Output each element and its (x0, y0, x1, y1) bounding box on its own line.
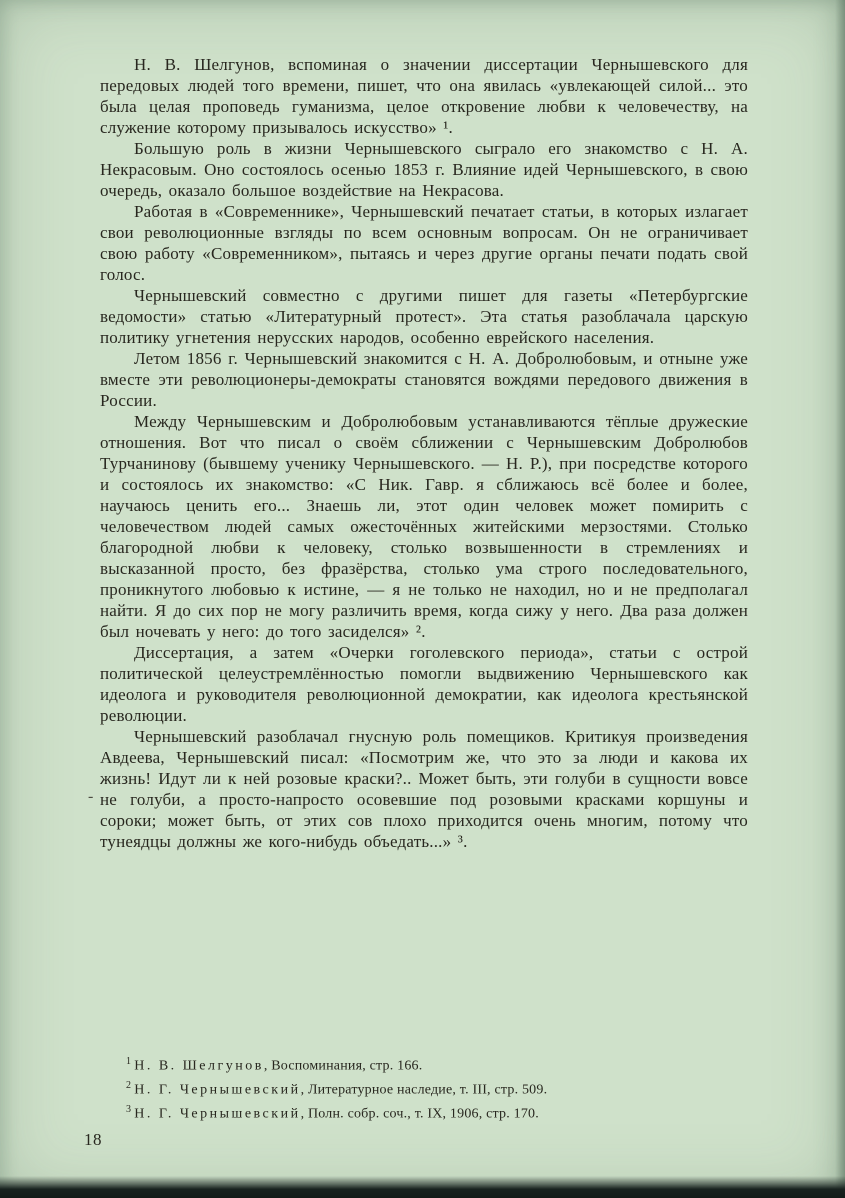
footnote-item (126, 1100, 726, 1124)
footnote-text: , Воспоминания, стр. 166. (263, 1058, 423, 1074)
footnote-text: , Полн. собр. соч., т. IX, 1906, стр. 170. (300, 1106, 539, 1122)
footnote-marker: 3 (126, 1104, 132, 1116)
scan-bottom-edge (0, 1176, 845, 1198)
margin-pencil-mark: - (88, 788, 94, 805)
paragraph: Летом 1856 г. Чернышевский знакомится с Н. А. Добролюбовым, и отныне уже вместе эти революционеры-демократы становятся вождями передового движения в России. (100, 349, 748, 410)
paragraph: Между Чернышевским и Добролюбовым устанавливаются тёплые дружеские отношения. Вот что писал о своём сближении с Чернышевским Добролюбов Турчанинову (бывшему ученику Чернышевского. — Н. Р.), при посредстве которого и состоялось их знакомство: «С Ник. Гавр. я сближаюсь всё более и более, научаюсь ценить его... Знаешь ли, этот один человек может помирить с человечеством людей самых ожесточённых житейскими мерзостями. Столько благородной любви к человеку, столько возвышенности в стремлениях и высказанной просто, без фразёрства, столько ума строго последовательного, проникнутого любовью к истине, — я не только не находил, но и не предполагал найти. Я до сих пор не могу различить время, когда сижу у него. Два раза должен был ночевать у него: до того засиделся» ². (100, 412, 748, 641)
footnote-marker: 2 (126, 1080, 132, 1092)
footnotes-block (126, 1052, 726, 1124)
footnote-author: Н. Г. Чернышевский (134, 1106, 301, 1122)
footnote-item (126, 1052, 726, 1076)
paragraph: Большую роль в жизни Чернышевского сыграло его знакомство с Н. А. Некрасовым. Оно состоялось осенью 1853 г. Влияние идей Чернышевского, в свою очередь, оказало большое воздействие на Некрасова. (100, 139, 748, 200)
scan-edge-shadow (835, 0, 845, 1198)
page-number: 18 (84, 1130, 102, 1149)
paragraph: Чернышевский разоблачал гнусную роль помещиков. Критикуя произведения Авдеева, Чернышевский писал: «Посмотрим же, что это за люди и какова их жизнь! Идут ли к ней розовые краски?.. Может быть, эти голуби в сущности вовсе не голуби, а просто-напросто осовевшие под розовыми красками коршуны и сороки; может быть, от этих сов плохо приходится очень многим, потому что тунеядцы должны же кого-нибудь объедать...» ³. (100, 727, 748, 851)
paragraph: Работая в «Современнике», Чернышевский печатает статьи, в которых излагает свои революционные взгляды по всем основным вопросам. Он не ограничивает свою работу «Современником», пытаясь и через другие органы печати подать свой голос. (100, 202, 748, 284)
paragraph: Н. В. Шелгунов, вспоминая о значении диссертации Чернышевского для передовых людей того времени, пишет, что она явилась «увлекающей силой... это была целая проповедь гуманизма, целое откровение любви к человечеству, на служение которому призывалось искусство» ¹. (100, 55, 748, 137)
paragraph: Чернышевский совместно с другими пишет для газеты «Петербургские ведомости» статью «Литературный протест». Эта статья разоблачала царскую политику угнетения нерусских народов, особенно еврейского населения. (100, 286, 748, 347)
paragraph: Диссертация, а затем «Очерки гоголевского периода», статьи с острой политической целеустремлённостью помогли выдвижению Чернышевского как идеолога и руководителя революционной демократии, как идеолога крестьянской революции. (100, 643, 748, 725)
footnote-marker: 1 (126, 1056, 132, 1067)
footnote-item (126, 1076, 726, 1100)
footnote-author: Н. В. Шелгунов (134, 1058, 264, 1074)
footnote-author: Н. Г. Чернышевский (134, 1082, 301, 1098)
body-text (100, 54, 748, 852)
footnote-text: , Литературное наследие, т. III, стр. 509. (300, 1082, 548, 1098)
